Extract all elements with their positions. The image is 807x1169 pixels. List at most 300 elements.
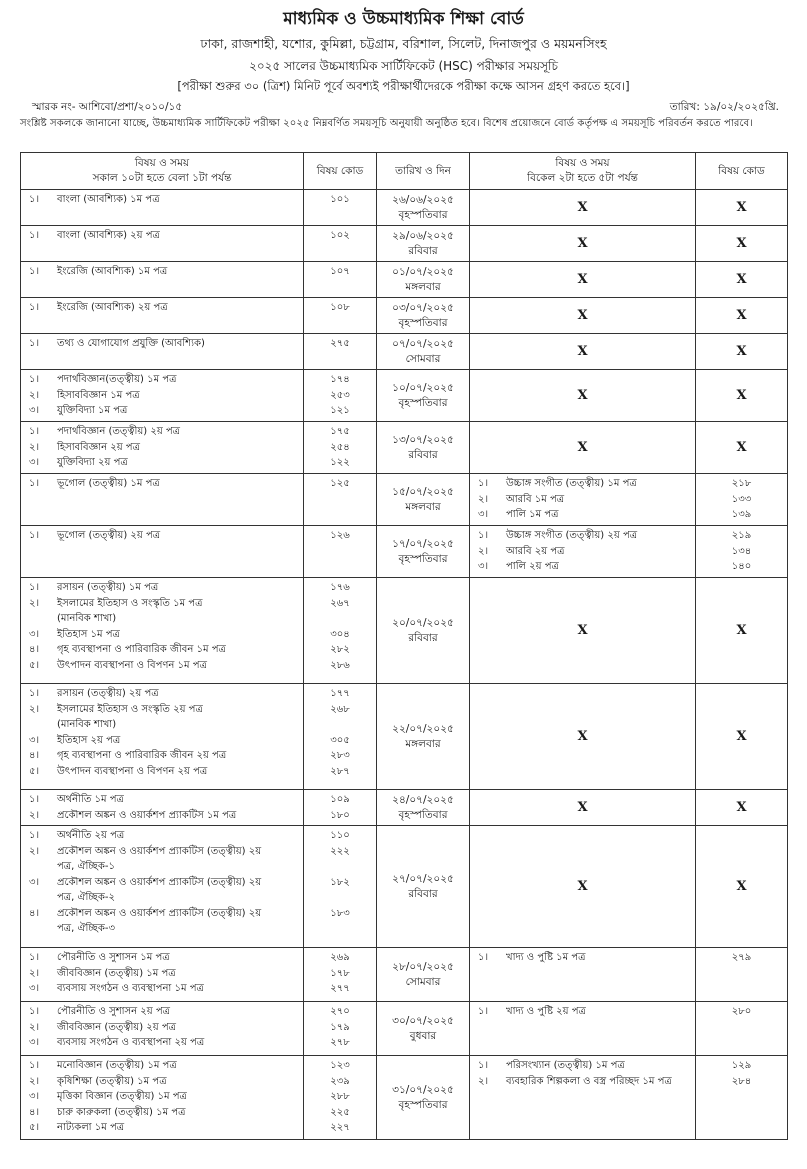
subject-line xyxy=(25,580,299,596)
subject-name: প্রকৌশল অঙ্কন ও ওয়ার্কশপ প্র্যাকটিস ১ম পত্র xyxy=(57,809,237,821)
afternoon-code-none-mark: X xyxy=(696,578,788,684)
subject-number: ৩। xyxy=(29,1037,40,1048)
subject-line xyxy=(25,686,299,702)
subject-code: ২৭৫ xyxy=(330,338,350,349)
table-row xyxy=(21,298,788,334)
subject-name: অর্থনীতি ১ম পত্র xyxy=(57,794,124,805)
subject-number xyxy=(25,890,57,906)
subject-number: ৩। xyxy=(478,509,489,520)
subject-line xyxy=(474,528,691,544)
exam-date-day xyxy=(377,826,470,948)
exam-date: ২৪/০৭/২০২৫ xyxy=(392,793,454,806)
subject-code: ২১৮ xyxy=(731,478,752,489)
morning-subjects xyxy=(21,790,304,826)
table-row xyxy=(21,1002,788,1056)
subject-line xyxy=(25,192,299,208)
exam-date: ০৭/০৭/২০২৫ xyxy=(392,337,454,350)
subject-number: ১। xyxy=(29,688,40,699)
subject-code: ৩০৪ xyxy=(330,628,350,640)
subject-number xyxy=(25,859,57,875)
exam-date: ৩১/০৭/২০২৫ xyxy=(392,1083,454,1096)
subject-line xyxy=(25,748,299,764)
exam-date-day xyxy=(377,1056,470,1140)
subject-number: ১। xyxy=(478,1006,489,1017)
afternoon-subjects xyxy=(470,526,696,578)
subject-code: ২৮৬ xyxy=(330,659,350,671)
table-row xyxy=(21,474,788,526)
subject-code xyxy=(304,921,376,937)
exam-day: বৃহস্পতিবার xyxy=(398,396,448,409)
board-title: মাধ্যমিক ও উচ্চমাধ্যমিক শিক্ষা বোর্ড xyxy=(283,9,524,29)
subject-name: রসায়ন (তত্ত্বীয়) ২য় পত্র xyxy=(57,688,159,699)
subject-name: ব্যবসায় সংগঠন ও ব্যবস্থাপনা ২য় পত্র xyxy=(57,1037,205,1048)
subject-code: ১২৩ xyxy=(330,1060,350,1071)
exam-day: বুধবার xyxy=(409,1029,437,1042)
subject-number: ২। xyxy=(29,967,40,979)
afternoon-code-none-mark: X xyxy=(696,298,788,334)
exam-date-day xyxy=(377,790,470,826)
subject-code xyxy=(304,890,376,906)
table-row xyxy=(21,370,788,422)
schedule-title: ২০২৫ সালের উচ্চমাধ্যমিক সার্টিফিকেট (HSC) পরীক্ষার সময়সূচি xyxy=(249,59,558,73)
subject-line xyxy=(25,403,299,419)
header-afternoon-line1: বিষয় ও সময় xyxy=(555,157,610,169)
subject-number: ১। xyxy=(29,230,40,241)
subject-code: ১৭৫ xyxy=(330,426,350,437)
subject-number: ১। xyxy=(29,530,40,541)
subject-code: ১৭৯ xyxy=(330,1021,350,1033)
afternoon-code-none-mark: X xyxy=(696,684,788,790)
morning-codes xyxy=(304,474,377,526)
afternoon-none-mark: X xyxy=(470,790,696,826)
subject-line xyxy=(25,1105,299,1121)
subject-line xyxy=(25,424,299,440)
subject-number: ১। xyxy=(29,478,40,489)
subject-line xyxy=(25,906,299,922)
subject-line xyxy=(474,1074,691,1090)
subject-number: ২। xyxy=(478,1075,489,1087)
table-row xyxy=(21,684,788,790)
subject-number: ১। xyxy=(478,1060,489,1071)
subject-name: হিসাববিজ্ঞান ১ম পত্র xyxy=(57,389,140,401)
exam-date-day xyxy=(377,422,470,474)
morning-subject-list xyxy=(21,370,303,421)
subject-line xyxy=(25,702,299,718)
subject-name: মনোবিজ্ঞান (তত্ত্বীয়) ১ম পত্র xyxy=(57,1060,177,1071)
afternoon-none-mark: X xyxy=(470,370,696,422)
subject-line xyxy=(25,1004,299,1020)
subject-name: নাট্যকলা ১ম পত্র xyxy=(57,1122,125,1133)
subject-line xyxy=(474,1058,691,1074)
subject-name: যুক্তিবিদ্যা ২য় পত্র xyxy=(57,457,128,468)
subject-line xyxy=(25,733,299,749)
subject-name: ভূগোল (তত্ত্বীয়) ২য় পত্র xyxy=(57,530,161,541)
subject-number: ৩। xyxy=(478,561,489,572)
morning-subjects xyxy=(21,948,304,1002)
subject-name: ইতিহাস ২য় পত্র xyxy=(57,734,121,746)
morning-subject-list xyxy=(21,1056,303,1138)
subject-name: পালি ২য় পত্র xyxy=(506,561,559,572)
exam-date-day xyxy=(377,684,470,790)
exam-day: বৃহস্পতিবার xyxy=(398,1098,448,1111)
schedule-body xyxy=(21,190,788,1140)
afternoon-codes xyxy=(696,1056,788,1140)
afternoon-none-mark: X xyxy=(470,578,696,684)
morning-subject-list xyxy=(21,474,303,494)
header-code-afternoon: বিষয় কোড xyxy=(696,153,788,190)
morning-subjects xyxy=(21,578,304,684)
table-row xyxy=(21,526,788,578)
schedule-table xyxy=(20,152,788,1140)
subject-name: পত্র, ঐচ্ছিক-৩ xyxy=(57,923,115,934)
exam-date-day xyxy=(377,474,470,526)
exam-date-day xyxy=(377,262,470,298)
subject-number: ১। xyxy=(478,952,489,963)
subject-line xyxy=(25,455,299,471)
subject-line xyxy=(474,950,691,966)
table-row xyxy=(21,790,788,826)
subject-name: চারু কারুকলা (তত্ত্বীয়) ১ম পত্র xyxy=(57,1106,186,1118)
exam-day: রবিবার xyxy=(408,448,438,461)
subject-code: ১০২ xyxy=(330,230,350,241)
exam-date-day xyxy=(377,578,470,684)
subject-number: ১। xyxy=(29,374,40,385)
subject-line xyxy=(25,440,299,456)
exam-date: ০৩/০৭/২০২৫ xyxy=(392,301,454,314)
notice-text: সংশ্লিষ্ট সকলকে জানানো যাচ্ছে, উচ্চমাধ্যমিক সার্টিফিকেট পরীক্ষা ২০২৫ নিম্নবর্ণিত সময়সূচি অনুযায়ী অনুষ্ঠিত হবে। বিশেষ প্রয়োজনে বোর্ড কর্তৃপক্ষ এ সময়সূচি পরিবর্তন করতে পারবে। xyxy=(20,118,753,129)
exam-day: রবিবার xyxy=(408,887,438,900)
morning-subjects xyxy=(21,298,304,334)
subject-line xyxy=(25,844,299,860)
subject-number: ১। xyxy=(29,830,40,841)
subject-code: ১৮২ xyxy=(330,876,350,888)
exam-day: বৃহস্পতিবার xyxy=(398,808,448,821)
subject-name: পৌরনীতি ও সুশাসন ২য় পত্র xyxy=(57,1006,171,1017)
subject-line xyxy=(25,228,299,244)
morning-subject-list xyxy=(21,684,303,781)
subject-code: ২৩৯ xyxy=(330,1075,350,1087)
subject-number: ১। xyxy=(478,478,489,489)
subject-code: ১২৬ xyxy=(330,530,350,541)
afternoon-none-mark: X xyxy=(470,684,696,790)
subject-name: ব্যবসায় সংগঠন ও ব্যবস্থাপনা ১ম পত্র xyxy=(57,983,204,994)
morning-subjects xyxy=(21,684,304,790)
subject-code: ১১০ xyxy=(330,830,350,841)
subject-code: ২৬৭ xyxy=(330,597,350,609)
subject-number: ১। xyxy=(29,194,40,205)
subject-name: (মানবিক শাখা) xyxy=(57,613,117,624)
morning-subjects xyxy=(21,526,304,578)
subject-code: ২৮৮ xyxy=(330,1091,350,1102)
morning-subject-list xyxy=(21,226,303,246)
exam-date-day xyxy=(377,948,470,1002)
subject-name: প্রকৌশল অঙ্কন ও ওয়ার্কশপ প্র্যাকটিস (তত্ত্বীয়) ২য় xyxy=(57,907,262,919)
subject-name: প্রকৌশল অঙ্কন ও ওয়ার্কশপ প্র্যাকটিস (তত্ত্বীয়) ২য় xyxy=(57,876,262,888)
subject-code: ১২২ xyxy=(330,457,350,468)
table-row xyxy=(21,948,788,1002)
subject-code: ১৮৩ xyxy=(330,907,350,919)
memo-number: স্মারক নং- আশিবো/প্রশা/২০১০/১৫ xyxy=(32,101,183,113)
subject-line xyxy=(474,492,691,508)
subject-number: ১। xyxy=(29,302,40,313)
subject-name: ইংরেজি (আবশ্যিক) ১ম পত্র xyxy=(57,266,168,277)
exam-date-day xyxy=(377,1002,470,1056)
subject-name: (মানবিক শাখা) xyxy=(57,719,117,730)
morning-codes xyxy=(304,334,377,370)
table-row xyxy=(21,262,788,298)
morning-subjects xyxy=(21,422,304,474)
exam-date: ২০/০৭/২০২৫ xyxy=(392,616,454,629)
subject-number: ৩। xyxy=(29,628,40,640)
subject-name: পদার্থবিজ্ঞান (তত্ত্বীয়) ২য় পত্র xyxy=(57,426,181,437)
morning-subject-list xyxy=(21,190,303,210)
afternoon-subjects xyxy=(470,948,696,1002)
afternoon-code-none-mark: X xyxy=(696,190,788,226)
subject-number: ২। xyxy=(29,703,40,715)
exam-date-day xyxy=(377,370,470,422)
subject-name: পৌরনীতি ও সুশাসন ১ম পত্র xyxy=(57,952,170,963)
morning-codes xyxy=(304,790,377,826)
subject-line xyxy=(474,476,691,492)
subject-line xyxy=(25,388,299,404)
subject-line xyxy=(474,559,691,575)
subject-name: ব্যবহারিক শিল্পকলা ও বস্ত্র পরিচ্ছদ ১ম পত্র xyxy=(506,1075,672,1087)
subject-code: ২৮৭ xyxy=(330,765,350,777)
exam-date-day xyxy=(377,298,470,334)
subject-name: যুক্তিবিদ্যা ১ম পত্র xyxy=(57,405,128,416)
header-afternoon-line2: বিকেল ২টা হতে ৫টা পর্যন্ত xyxy=(527,172,638,184)
subject-number: ১। xyxy=(29,266,40,277)
afternoon-code-none-mark: X xyxy=(696,262,788,298)
subject-code: ২৭৭ xyxy=(330,983,350,994)
subject-line xyxy=(25,981,299,997)
subject-name: উচ্চাঙ্গ সংগীত (তত্ত্বীয়) ২য় পত্র xyxy=(506,530,638,541)
afternoon-code-none-mark: X xyxy=(696,226,788,262)
afternoon-none-mark: X xyxy=(470,826,696,948)
subject-line xyxy=(25,1120,299,1136)
exam-date: ১০/০৭/২০২৫ xyxy=(392,381,454,394)
exam-day: মঙ্গলবার xyxy=(405,500,441,513)
exam-day: সোমবার xyxy=(405,352,441,365)
subject-number: ১। xyxy=(478,530,489,541)
subject-code: ২৭০ xyxy=(330,1006,350,1017)
exam-day: বৃহস্পতিবার xyxy=(398,316,448,329)
subject-line xyxy=(25,611,299,627)
morning-codes xyxy=(304,578,377,684)
exam-day: সোমবার xyxy=(405,975,441,988)
subject-name: কৃষিশিক্ষা (তত্ত্বীয়) ১ম পত্র xyxy=(57,1075,167,1087)
subject-number xyxy=(25,611,57,627)
subject-number: ২। xyxy=(478,493,489,505)
subject-code: ১৭৭ xyxy=(330,688,350,699)
subject-name: পালি ১ম পত্র xyxy=(506,509,559,520)
morning-codes xyxy=(304,262,377,298)
subject-line xyxy=(25,528,299,544)
subject-code: ২১৯ xyxy=(731,530,752,541)
table-row xyxy=(21,1056,788,1140)
morning-codes xyxy=(304,1002,377,1056)
afternoon-code-none-mark: X xyxy=(696,790,788,826)
exam-date-day xyxy=(377,226,470,262)
subject-number: ২। xyxy=(29,1075,40,1087)
subject-code: ১৭৬ xyxy=(330,582,350,593)
morning-codes xyxy=(304,226,377,262)
morning-codes xyxy=(304,298,377,334)
subject-code: ১৩৩ xyxy=(731,493,752,505)
subject-name: গৃহ ব্যবস্থাপনা ও পারিবারিক জীবন ১ম পত্র xyxy=(57,644,226,655)
subject-code: ২৭৯ xyxy=(731,952,752,963)
morning-codes xyxy=(304,370,377,422)
morning-subject-list xyxy=(21,526,303,546)
subject-code: ২২৭ xyxy=(330,1122,350,1133)
subject-line xyxy=(25,1058,299,1074)
afternoon-subject-list xyxy=(470,1002,695,1022)
morning-subject-list xyxy=(21,1002,303,1053)
exam-day: মঙ্গলবার xyxy=(405,737,441,750)
subject-code: ১৩৯ xyxy=(731,509,752,520)
exam-day: মঙ্গলবার xyxy=(405,280,441,293)
subject-code: ১৩৪ xyxy=(731,545,752,557)
subject-number: ৩। xyxy=(29,405,40,416)
subject-line xyxy=(25,627,299,643)
subject-number: ১। xyxy=(29,582,40,593)
afternoon-subject-list xyxy=(470,526,695,577)
exam-day: রবিবার xyxy=(408,631,438,644)
morning-codes xyxy=(304,422,377,474)
subject-number: ৩। xyxy=(29,876,40,888)
subject-code: ১০১ xyxy=(330,194,350,205)
subject-number: ১। xyxy=(29,952,40,963)
morning-codes xyxy=(304,190,377,226)
subject-line xyxy=(25,717,299,733)
subject-number: ২। xyxy=(29,1021,40,1033)
subject-number: ১। xyxy=(29,794,40,805)
afternoon-subjects xyxy=(470,1002,696,1056)
subject-code: ২৫৪ xyxy=(330,441,350,453)
morning-subject-list xyxy=(21,422,303,473)
header-afternoon xyxy=(470,153,696,190)
morning-subjects xyxy=(21,190,304,226)
subject-code: ২৮০ xyxy=(731,1006,752,1017)
subject-name: গৃহ ব্যবস্থাপনা ও পারিবারিক জীবন ২য় পত্র xyxy=(57,750,227,761)
subject-line xyxy=(25,966,299,982)
subject-line xyxy=(25,792,299,808)
subject-line xyxy=(25,300,299,316)
table-row xyxy=(21,334,788,370)
subject-name: তথ্য ও যোগাযোগ প্রযুক্তি (আবশ্যিক) xyxy=(57,338,205,349)
morning-subject-list xyxy=(21,298,303,318)
afternoon-none-mark: X xyxy=(470,422,696,474)
subject-line xyxy=(25,950,299,966)
morning-codes xyxy=(304,948,377,1002)
table-row xyxy=(21,578,788,684)
subject-name: রসায়ন (তত্ত্বীয়) ১ম পত্র xyxy=(57,582,159,593)
subject-line xyxy=(25,859,299,875)
subject-code: ১৪০ xyxy=(731,561,752,572)
subject-name: মৃত্তিকা বিজ্ঞান (তত্ত্বীয়) ১ম পত্র xyxy=(57,1091,187,1102)
afternoon-none-mark: X xyxy=(470,334,696,370)
subject-number: ২। xyxy=(29,597,40,609)
subject-line xyxy=(25,808,299,824)
morning-subjects xyxy=(21,474,304,526)
exam-date: ২৯/০৬/২০২৫ xyxy=(392,229,454,242)
subject-name: প্রকৌশল অঙ্কন ও ওয়ার্কশপ প্র্যাকটিস (তত্ত্বীয়) ২য় xyxy=(57,845,262,857)
morning-subject-list xyxy=(21,262,303,282)
afternoon-subjects xyxy=(470,474,696,526)
subject-line xyxy=(474,1004,691,1020)
afternoon-none-mark: X xyxy=(470,262,696,298)
morning-codes xyxy=(304,826,377,948)
subject-name: খাদ্য ও পুষ্টি ১ম পত্র xyxy=(506,952,586,963)
subject-name: উৎপাদন ব্যবস্থাপনা ও বিপণন ২য় পত্র xyxy=(57,765,208,777)
subject-number: ৫। xyxy=(29,765,40,777)
subject-number: ১। xyxy=(29,1006,40,1017)
subject-code xyxy=(304,611,376,627)
exam-date: ২৮/০৭/২০২৫ xyxy=(392,960,454,973)
morning-subject-list xyxy=(21,334,303,354)
exam-date: ৩০/০৭/২০২৫ xyxy=(392,1014,454,1027)
header-morning-line1: বিষয় ও সময় xyxy=(134,157,190,169)
afternoon-subject-list xyxy=(470,1056,695,1091)
subject-line xyxy=(25,875,299,891)
subject-code: ৩০৫ xyxy=(330,734,350,746)
table-row xyxy=(21,226,788,262)
subject-number: ৫। xyxy=(29,1122,40,1133)
exam-date: ০১/০৭/২০২৫ xyxy=(392,265,454,278)
morning-subjects xyxy=(21,1002,304,1056)
subject-number: ৪। xyxy=(29,750,40,761)
subject-name: ইসলামের ইতিহাস ও সংস্কৃতি ২য় পত্র xyxy=(57,703,203,715)
exam-date: ২৭/০৭/২০২৫ xyxy=(392,872,454,885)
subject-line xyxy=(25,1089,299,1105)
board-list: ঢাকা, রাজশাহী, যশোর, কুমিল্লা, চট্টগ্রাম, বরিশাল, সিলেট, দিনাজপুর ও ময়মনসিংহ xyxy=(200,36,607,51)
subject-number: ১। xyxy=(29,1060,40,1071)
subject-number xyxy=(25,717,57,733)
subject-line xyxy=(25,1035,299,1051)
subject-name: বাংলা (আবশ্যিক) ২য় পত্র xyxy=(57,230,160,241)
morning-codes xyxy=(304,684,377,790)
subject-number: ৩। xyxy=(29,983,40,994)
subject-number: ৪। xyxy=(29,644,40,655)
subject-number: ২। xyxy=(29,389,40,401)
afternoon-subject-list xyxy=(470,474,695,525)
subject-line xyxy=(25,764,299,780)
exam-date: ১৩/০৭/২০২৫ xyxy=(392,433,454,446)
subject-line xyxy=(25,476,299,492)
subject-line xyxy=(25,1074,299,1090)
afternoon-codes xyxy=(696,1002,788,1056)
subject-code: ২৬৯ xyxy=(330,952,350,963)
subject-code: ১৮০ xyxy=(330,809,350,821)
subject-number: ৫। xyxy=(29,659,40,671)
subject-name: খাদ্য ও পুষ্টি ২য় পত্র xyxy=(506,1006,586,1017)
subject-code: ২৬৮ xyxy=(330,703,350,715)
subject-number: ২। xyxy=(478,545,489,557)
subject-number: ১। xyxy=(29,338,40,349)
afternoon-codes xyxy=(696,474,788,526)
morning-subjects xyxy=(21,370,304,422)
subject-line xyxy=(474,544,691,560)
subject-code: ২২২ xyxy=(330,845,350,857)
morning-subjects xyxy=(21,334,304,370)
subject-name: ইসলামের ইতিহাস ও সংস্কৃতি ১ম পত্র xyxy=(57,597,203,609)
subject-line xyxy=(25,596,299,612)
subject-name: আরবি ১ম পত্র xyxy=(506,493,565,505)
subject-code: ১২৫ xyxy=(330,478,350,489)
afternoon-code-none-mark: X xyxy=(696,826,788,948)
subject-name: পত্র, ঐচ্ছিক-২ xyxy=(57,892,115,903)
subject-name: পত্র, ঐচ্ছিক-১ xyxy=(57,861,115,872)
